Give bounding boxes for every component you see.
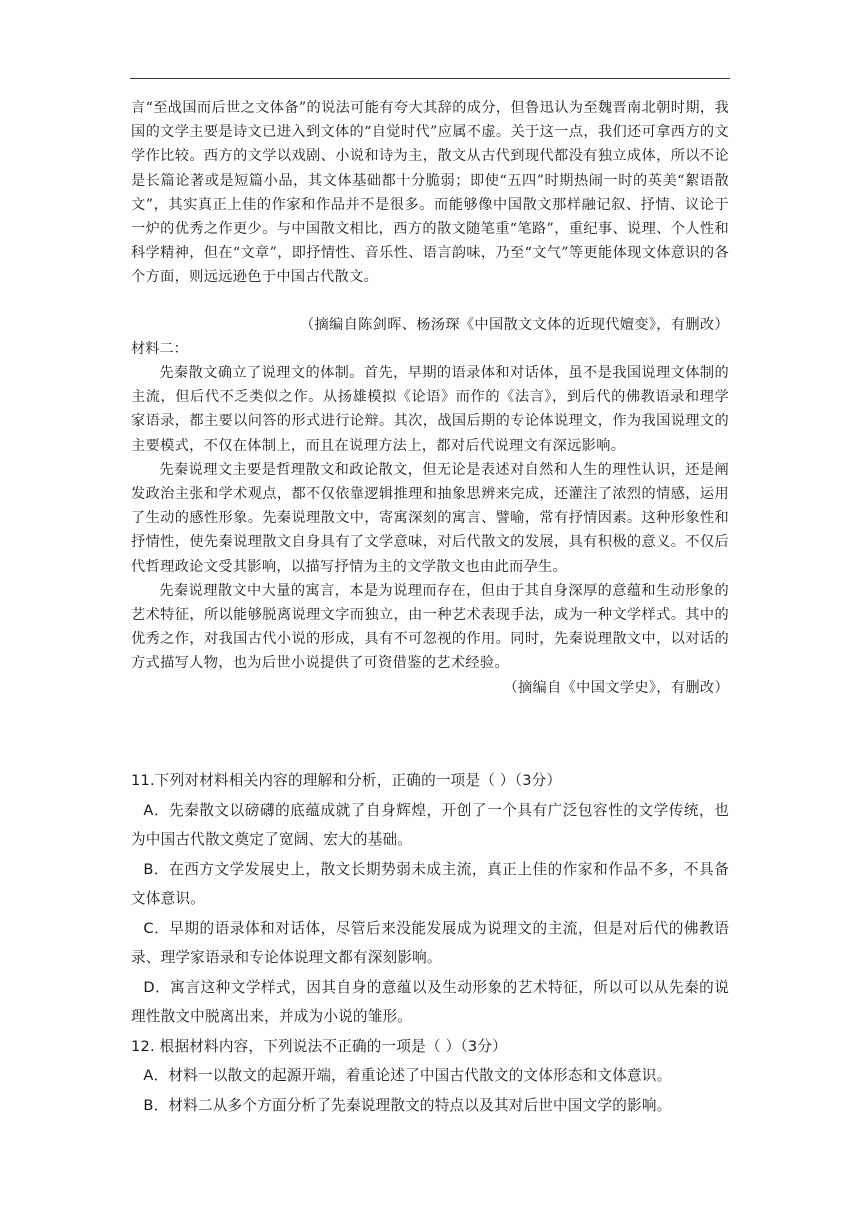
material-two-label: 材料二： xyxy=(131,340,188,357)
header-rule xyxy=(130,78,730,79)
material-two-source: （摘编自《中国文学史》，有删改） xyxy=(503,679,729,696)
material-one-source: （摘编自陈剑晖、杨汤琛《中国散文文体的近现代嬗变》，有删改） xyxy=(299,316,729,333)
question-11-option-a: A．先秦散文以磅礴的底蕴成就了自身辉煌，开创了一个具有广泛包容性的文学传统，也为中国古代散文奠定了宽阔、宏大的基础。 xyxy=(131,801,729,848)
material-one-paragraph: 言“至战国而后世之文体备”的说法可能有夸大其辞的成分，但鲁迅认为至魏晋南北朝时期，我国的文学主要是诗文已进入到文体的“自觉时代”应属不虚。关于这一点，我们还可拿西方的文学作比较。西方的文学以戏剧、小说和诗为主，散文从古代到现代都没有独立成体，所以不论是长篇论著或是短篇小品，其文体基础都十分脆弱；即使“五四”时期热闹一时的英美“絮语散文”，其实真正上佳的作家和作品并不是很多。而能够像中国散文那样融记叙、抒情、议论于一炉的优秀之作更少。与中国散文相比，西方的散文随笔重“笔路”，重纪事、说理、个人性和科学精神，但在“文章”，即抒情性、音乐性、语言韵味，乃至“文气”等更能体现文体意识的各个方面，则远远逊色于中国古代散文。 xyxy=(131,100,729,286)
reading-material xyxy=(131,96,729,700)
question-12-option-b: B．材料二从多个方面分析了先秦说理散文的特点以及其对后世中国文学的影响。 xyxy=(143,1096,672,1114)
questions-section xyxy=(131,766,729,1120)
material-two-paragraph-2: 先秦说理文主要是哲理散文和政论散文，但无论是表述对自然和人生的理性认识，还是阐发政治主张和学术观点，都不仅依靠逻辑推理和抽象思辨来完成，还灌注了浓烈的情感，运用了生动的感性形象。先秦说理散文中，寄寓深刻的寓言、譬喻，常有抒情因素。这种形象性和抒情性，使先秦说理散文自身具有了文学意味，对后代散文的发展，具有积极的意义。不仅后代哲理政论文受其影响，以描写抒情为主的文学散文也由此而孕生。 xyxy=(131,461,729,575)
question-11-option-b: B．在西方文学发展史上，散文长期势弱未成主流，真正上佳的作家和作品不多，不具备文体意识。 xyxy=(131,860,729,907)
question-11-stem: 11.下列对材料相关内容的理解和分析，正确的一项是（ ）（3分） xyxy=(131,772,562,789)
material-two-paragraph-1: 先秦散文确立了说理文的体制。首先，早期的语录体和对话体，虽不是我国说理文体制的主流，但后代不乏类似之作。从扬雄模拟《论语》而作的《法言》，到后代的佛教语录和理学家语录，都主要以问答的形式进行论辩。其次，战国后期的专论体说理文，作为我国说理文的主要模式，不仅在体制上，而且在说理方法上，都对后代说理文有深远影响。 xyxy=(131,365,729,454)
question-12-option-a: A．材料一以散文的起源开端，着重论述了中国古代散文的文体形态和文体意识。 xyxy=(143,1067,672,1084)
question-11-option-c: C．早期的语录体和对话体，尽管后来没能发展成为说理文的主流，但是对后代的佛教语录、理学家语录和专论体说理文都有深刻影响。 xyxy=(131,919,729,966)
material-two-paragraph-3: 先秦说理散文中大量的寓言，本是为说理而存在，但由于其自身深厚的意蕴和生动形象的艺术特征，所以能够脱离说理文字而独立，由一种艺术表现手法，成为一种文学样式。其中的优秀之作，对我国古代小说的形成，具有不可忽视的作用。同时，先秦说理散文中，以对话的方式描写人物，也为后世小说提供了可资借鉴的艺术经验。 xyxy=(131,582,729,672)
question-12-stem: 12. 根据材料内容，下列说法不正确的一项是（ ）（3分） xyxy=(131,1037,507,1055)
question-11-option-d: D．寓言这种文学样式，因其自身的意蕴以及生动形象的艺术特征，所以可以从先秦的说理性散文中脱离出来，并成为小说的雏形。 xyxy=(131,978,729,1025)
